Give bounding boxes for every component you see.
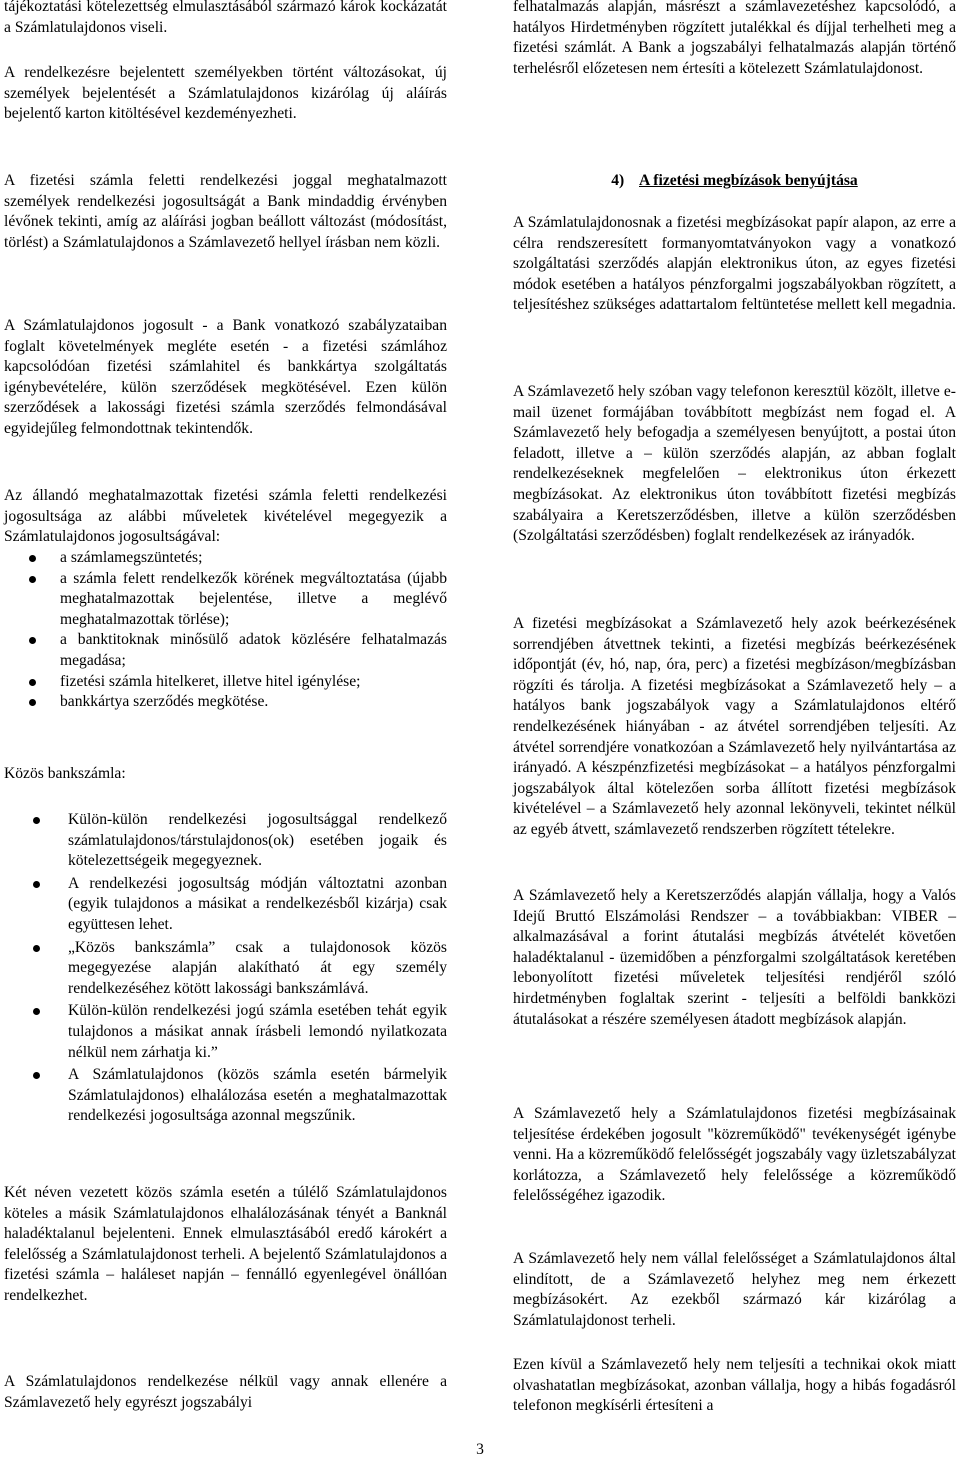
paragraph-paper-orders: A Számlatulajdonosnak a fizetési megbízásokat papír alapon, az erre a célra rendszeresített formanyomtatványokon vagy a vonatkozó szolgáltatási szerződés alapján elektronikus úton, az egyes fizetési módok esetében a hatályos pénzforgalmi jogszabályokban rögzített, a teljesítéshez szükséges adattartalom feltüntetése mellett kell megadnia. bbox=[513, 214, 956, 314]
paragraph-disposal-rights: A fizetési számla feletti rendelkezési joggal meghatalmazott személyek rendelkezési jogosultságát a Bank mindaddig érvényben lévőnek tekinti, amíg az aláírási jogban beállott változást (módosítást, törlést) a Számlatulajdonos a Számlavezető hellyel írásban nem közli. bbox=[4, 172, 447, 251]
paragraph-technical-reasons: Ezen kívül a Számlavezető hely nem teljesíti a technikai okok miatt olvashatatlan megbízásokat, azonban vállalja, hogy a hibás fogadásról telefonon megkísérli értesíteni a bbox=[513, 1356, 956, 1415]
paragraph-signatory-changes: A rendelkezésre bejelentett személyekben történt változásokat, új személyek bejelentését a Számlatulajdonos kizárólag új aláírás bejelentő karton kitöltésével kezdeményezheti. bbox=[4, 64, 447, 123]
list-item: bankkártya szerződés megkötése. bbox=[4, 692, 447, 713]
joint-account-list bbox=[4, 810, 447, 1127]
section-number: 4) bbox=[611, 172, 625, 189]
paragraph-without-instruction: A Számlatulajdonos rendelkezése nélkül vagy annak ellenére a Számlavezető hely egyrészt jogszabályi bbox=[4, 1373, 447, 1411]
paragraph-order-sequence: A fizetési megbízásokat a Számlavezető hely azok beérkezésének sorrendjében átvettnek tekinti, a fizetési megbízás beérkezésének időpontját (év, hó, nap, óra, perc) a fizetési megbízáson/megbízásban rögzíti és tárolja. A fizetési megbízásokat a Számlavezető hely – a hatályos bank jogszabályok vagy a Számlatulajdonos eltérő rendelkezésének hiányában - az átvétel sorrendjében teljesíti. Az átvétel sorrendjére vonatkozóan a Számlavezető hely nyilvántartása az irányadó. A készpénzfizetési megbízásokat – a hatályos pénzforgalmi jogszabályok által kötelezően sorba állított fizetési megbízások kivételével – a Számlavezető hely azonnal lekönyveli, tekintet nélkül az egyéb átvett, számlavezető rendszerben rögzített tételekre. bbox=[513, 615, 956, 838]
paragraph-permanent-proxies: Az állandó meghatalmazottak fizetési számla feletti rendelkezési jogosultsága az alábbi műveletek kivételével megegyezik a Számlatulajdonos jogosultságával: bbox=[4, 487, 447, 546]
list-item: a banktitoknak minősülő adatok közlésére felhatalmazás megadása; bbox=[4, 630, 447, 671]
paragraph-holder-entitlement: A Számlatulajdonos jogosult - a Bank vonatkozó szabályzataiban foglalt követelmények megléte esetén - a fizetési számlához kapcsolódóan fizetési számlahitel és bankkártya szolgáltatás igénybevételére, külön szerződések megkötésével. Ezen külön szerződések a lakossági fizetési számla szerződés felmondásával egyidejűleg felmondottnak tekintendők. bbox=[4, 317, 447, 437]
section-title: A fizetési megbízások benyújtása bbox=[639, 172, 858, 189]
section-heading bbox=[513, 171, 956, 192]
permanent-proxy-exceptions-list bbox=[4, 548, 447, 713]
list-item: fizetési számla hitelkeret, illetve hitel igénylése; bbox=[4, 672, 447, 693]
paragraph-viber: A Számlavezető hely a Keretszerződés alapján vállalja, hogy a Valós Idejű Bruttó Elszámolási Rendszer – a továbbiakban: VIBER – alkalmazásával a forint átutalási megbízás átvételét követően haladéktalanul - üzemidőben a pénzforgalmi szolgáltatások keretében lebonyolított fizetési műveletek teljesítési rendjéről szóló hirdetményben foglaltak szerint - teljesíti a belföldi bankközi átutalásokat a részére személyesen átadott megbízások alapján. bbox=[513, 887, 956, 1028]
list-item: „Közös bankszámla” csak a tulajdonosok közös megegyezése alapján alakítható át egy személy rendelkezéséhez kötött lakossági bankszámlává. bbox=[4, 938, 447, 1000]
paragraph-liability: A Számlavezető hely nem vállal felelősséget a Számlatulajdonos által elindított, de a Számlavezető helyhez meg nem érkezett megbízásokért. Az ezekből származó kár kizárólag a Számlatulajdonost terheli. bbox=[513, 1250, 956, 1329]
list-item: A rendelkezési jogosultság módján változtatni azonban (egyik tulajdonos a másikat a rendelkezésből kizárja) csak együttesen lehet. bbox=[4, 874, 447, 936]
list-item: Külön-külön rendelkezési jogú számla esetében tehát egyik tulajdonos a másikat annak írásbeli lemondó nyilatkozata nélkül nem zárhatja ki.” bbox=[4, 1001, 447, 1063]
paragraph-intro: tájékoztatási kötelezettség elmulasztásából származó károk kockázatát a Számlatulajdonos viseli. bbox=[4, 0, 447, 36]
page-number: 3 bbox=[476, 1441, 484, 1458]
joint-account-title: Közös bankszámla: bbox=[4, 765, 126, 782]
paragraph-oral-orders: A Számlavezető hely szóban vagy telefonon keresztül közölt, illetve e-mail üzenet formájában továbbított megbízást nem fogad el. A Számlavezető hely befogadja a személyesen benyújtott, a postai úton feladott, illetve a – külön szerződés alapján, az abban foglalt rendelkezéseknek megfelelően – elektronikus úton érkezett megbízásokat. Az elektronikus úton továbbított fizetési megbízás szabályaira a Keretszerződésben, illetve a külön szerződésben (Szolgáltatási szerződésben) foglalt rendelkezések az irányadók. bbox=[513, 383, 956, 545]
paragraph-two-name-account: Két néven vezetett közös számla esetén a túlélő Számlatulajdonos köteles a másik Számlatulajdonos elhalálozásának tényét a Banknál haladéktalanul bejelenteni. Ennek elmulasztásából eredő károkért a felelősség a Számlatulajdonost terheli. A bejelentő Számlatulajdonos a fizetési számla – haláleset napján – fennálló egyenlegével önállóan rendelkezhet. bbox=[4, 1184, 447, 1304]
paragraph-intermediary: A Számlavezető hely a Számlatulajdonos fizetési megbízásainak teljesítése érdekében jogosult "közreműködő" tevékenységét igénybe venni. Ha a közreműködő felelősségét jogszabály vagy üzletszabályzat korlátozza, a Számlavezető hely felelőssége a közreműködő felelősségéhez igazodik. bbox=[513, 1105, 956, 1205]
paragraph-debit-authorization: felhatalmazás alapján, másrészt a számlavezetéshez kapcsolódó, a hatályos Hirdetményben rögzített jutalékkal és díjjal terhelheti meg a fizetési számlát. A Bank a jogszabályi felhatalmazás alapján történő terhelésről előzetesen nem értesíti a kötelezett Számlatulajdonost. bbox=[513, 0, 956, 77]
list-item: a számlamegszüntetés; bbox=[4, 548, 447, 569]
list-item: a számla felett rendelkezők körének megváltoztatása (újabb meghatalmazottak bejelentése, illetve a meglévő meghatalmazottak törlése); bbox=[4, 569, 447, 631]
list-item: A Számlatulajdonos (közös számla esetén bármelyik Számlatulajdonos) elhalálozása esetén a meghatalmazottak rendelkezési jogosultsága azonnal megszűnik. bbox=[4, 1065, 447, 1127]
list-item: Külön-külön rendelkezési jogosultsággal rendelkező számlatulajdonos/társtulajdonos(ok) esetében jogaik és kötelezettségeik megegyeznek. bbox=[4, 810, 447, 872]
